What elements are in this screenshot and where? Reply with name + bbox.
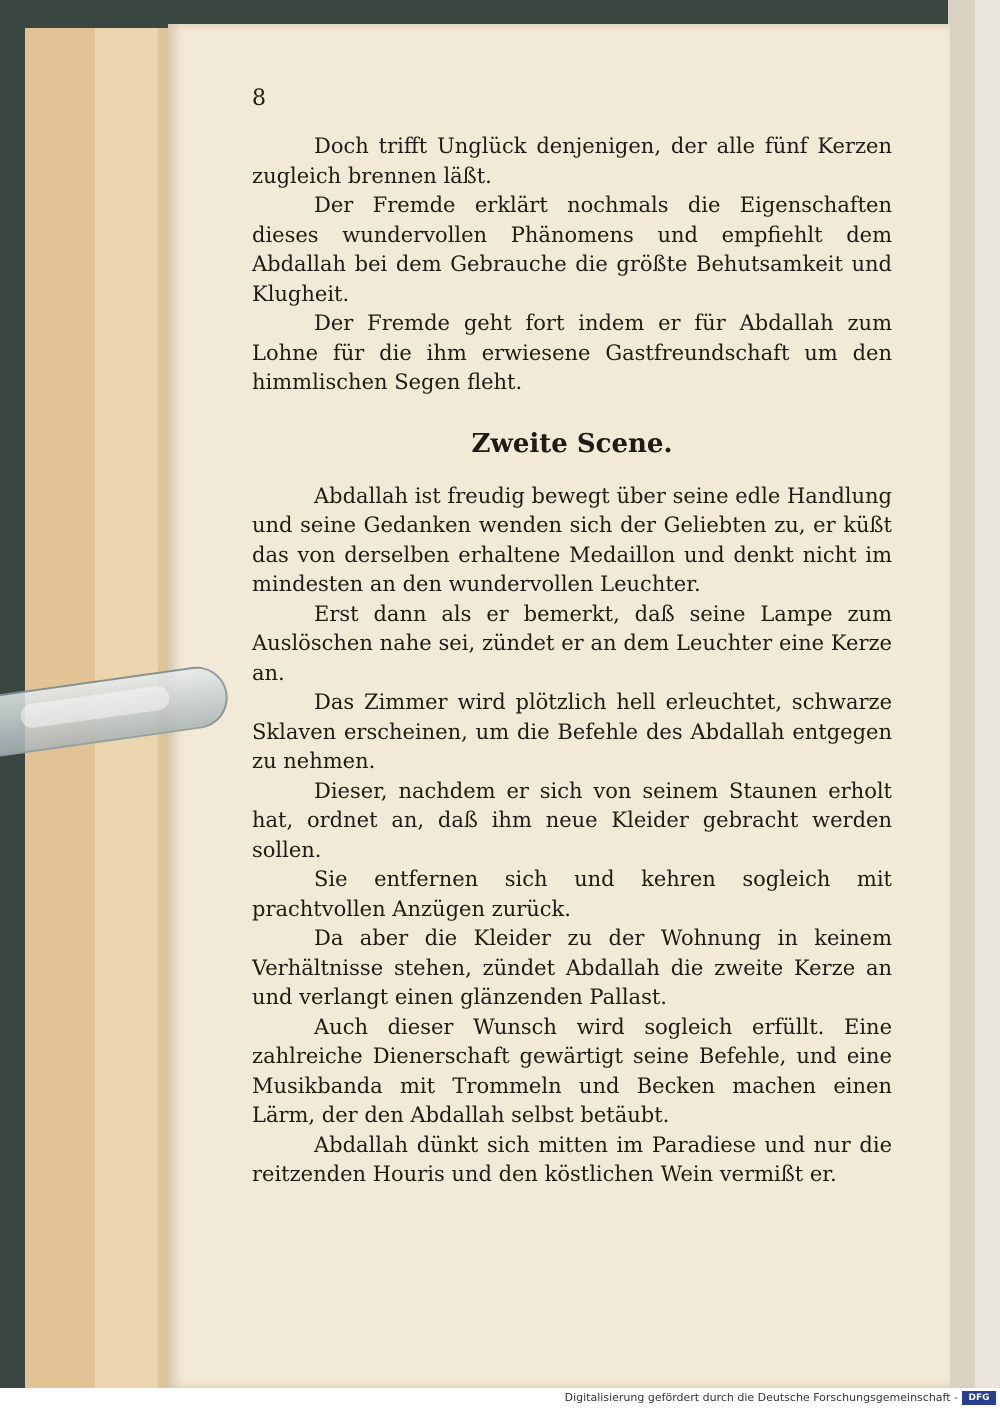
page-text xyxy=(252,84,892,1190)
paragraph: Das Zimmer wird plötzlich hell erleuchtet, schwarze Sklaven erscheinen, um die Befehle des Abdallah entgegen zu nehmen. xyxy=(252,690,892,773)
dfg-logo-icon: DFG xyxy=(962,1391,996,1405)
paragraph: Erst dann als er bemerkt, daß seine Lampe zum Auslöschen nahe sei, zündet er an dem Leuchter eine Kerze an. xyxy=(252,601,892,685)
clip-highlight xyxy=(19,685,171,730)
footer-credit: Digitalisierung gefördert durch die Deutsche Forschungsgemeinschaft - xyxy=(564,1391,958,1404)
paragraph: Dieser, nachdem er sich von seinem Staunen erholt hat, ordnet an, daß ihm neue Kleider gebracht werden sollen. xyxy=(252,778,892,862)
book-right-edge xyxy=(975,0,1000,1388)
page-number: 8 xyxy=(252,86,266,111)
paragraph: Da aber die Kleider zu der Wohnung in keinem Verhältnisse stehen, zündet Abdallah die zweite Kerze an und verlangt einen glänzenden Pallast. xyxy=(252,926,892,1009)
paragraph: Der Fremde erklärt nochmals die Eigenschaften dieses wundervollen Phänomens und empfiehlt dem Abdallah bei dem Gebrauche die größte Behutsamkeit und Klugheit. xyxy=(252,193,892,306)
paragraph: Sie entfernen sich und kehren sogleich mit prachtvollen Anzügen zurück. xyxy=(252,867,892,921)
paragraph: Auch dieser Wunsch wird sogleich erfüllt. Eine zahlreiche Dienerschaft gewärtigt seine Befehle, und eine Musikbanda mit Trommeln und Becken machen einen Lärm, der den Abdallah selbst betäubt. xyxy=(252,1014,892,1127)
footer-bar xyxy=(0,1388,1000,1409)
paragraph: Der Fremde geht fort indem er für Abdallah zum Lohne für die ihm erwiesene Gastfreundschaft um den himmlischen Segen fleht. xyxy=(252,311,892,394)
paragraph: Abdallah dünkt sich mitten im Paradiese und nur die reitzenden Houris und den köstlichen Wein vermißt er. xyxy=(252,1132,892,1186)
paragraph: Abdallah ist freudig bewegt über seine edle Handlung und seine Gedanken wenden sich der Geliebten zu, er küßt das von derselben erhaltene Medaillon und denkt nicht im mindesten an den wundervollen Leuchter. xyxy=(252,483,892,596)
scene-heading: Zweite Scene. xyxy=(471,428,673,459)
book-right-edge xyxy=(948,0,978,1388)
paragraph: Doch trifft Unglück denjenigen, der alle fünf Kerzen zugleich brennen läßt. xyxy=(252,134,892,188)
